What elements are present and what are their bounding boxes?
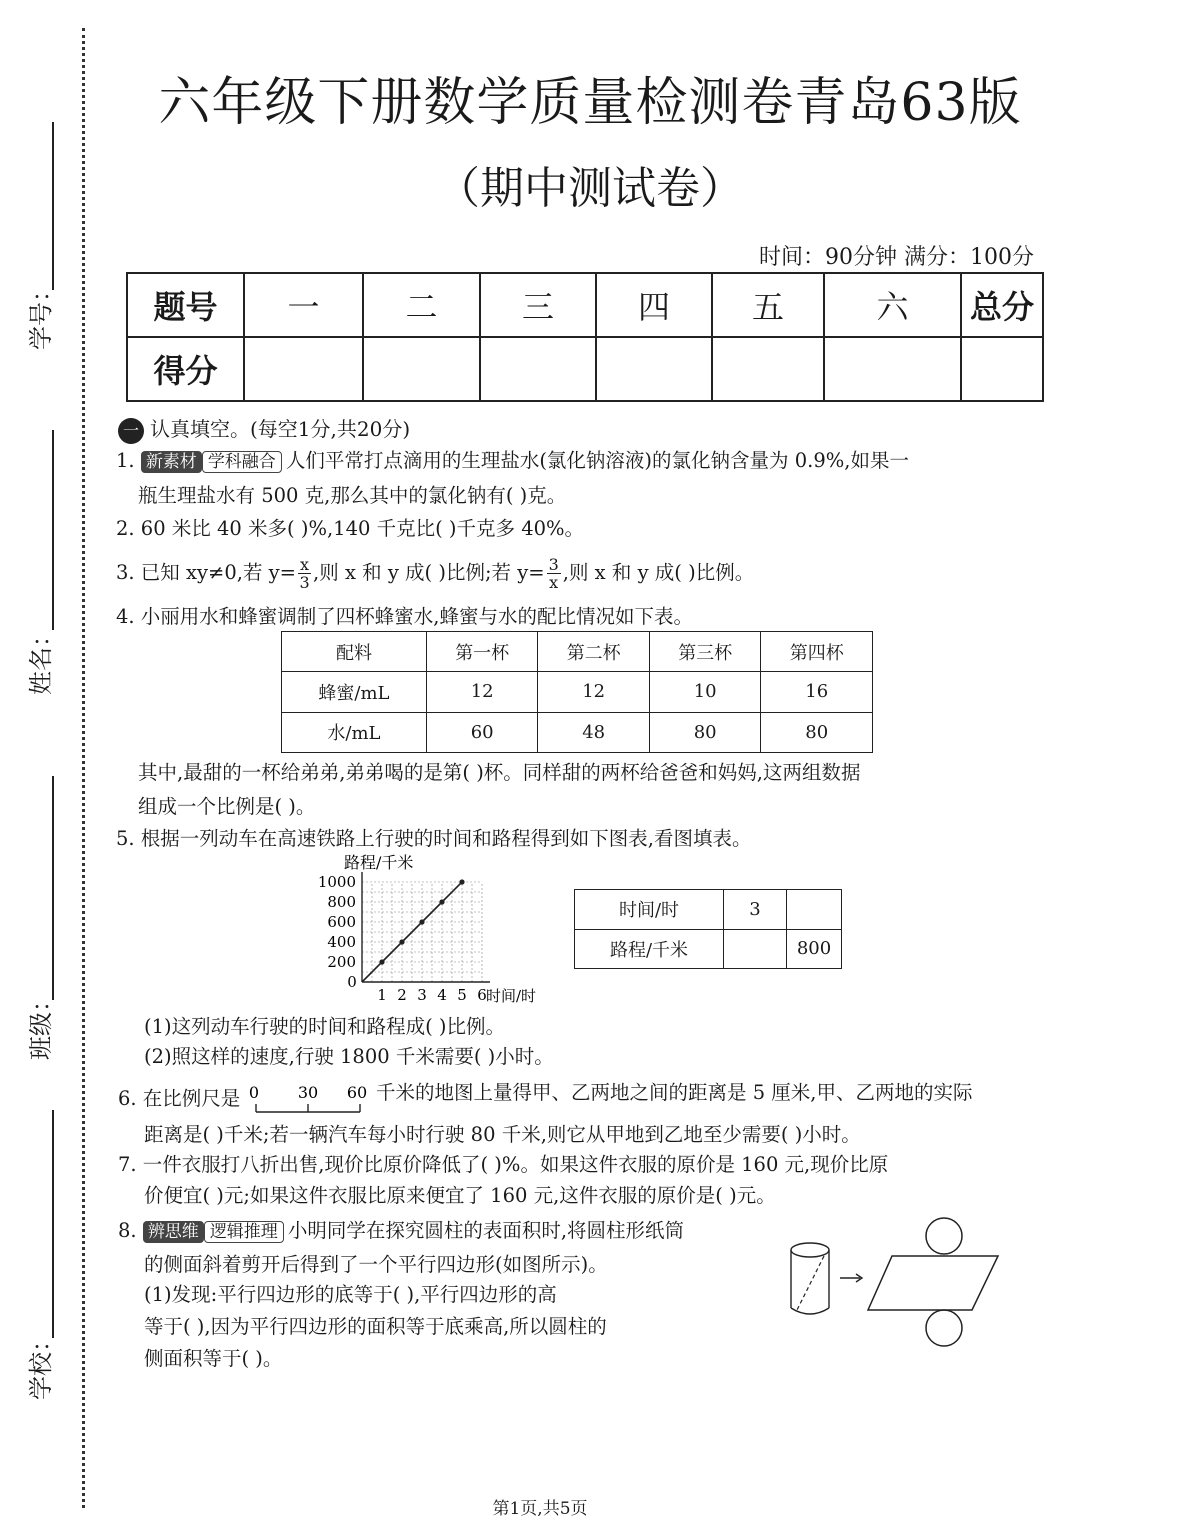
score-blank[interactable] <box>596 337 712 401</box>
score-blank[interactable] <box>824 337 961 401</box>
score-cell: 六 <box>824 273 961 337</box>
question-number: 1. <box>116 449 135 472</box>
section-heading <box>118 413 410 444</box>
scale-tick-label: 30 <box>297 1083 319 1102</box>
table-row <box>282 712 873 752</box>
table-cell: 80 <box>761 712 873 752</box>
scale-bar <box>250 1078 380 1118</box>
question-5-part1: (1)这列动车行驶的时间和路程成( )比例。 <box>144 1015 506 1038</box>
score-table <box>126 272 1044 402</box>
chart-data-point <box>439 899 444 904</box>
question-1-line2: 瓶生理盐水有 500 克,那么其中的氯化钠有( )克。 <box>138 484 567 507</box>
question-6-rest: 千米的地图上量得甲、乙两地之间的距离是 5 厘米,甲、乙两地的实际 <box>376 1081 973 1104</box>
chart-x-tick-label: 2 <box>397 986 407 1004</box>
question-text: ,则 x 和 y 成( )比例;若 y= <box>313 561 545 584</box>
bottom-circle-shape <box>926 1310 962 1346</box>
think-tag: 辨思维 <box>143 1221 204 1243</box>
fraction-3-over-x <box>547 556 561 591</box>
table-cell: 60 <box>426 712 538 752</box>
table-cell: 12 <box>426 672 538 712</box>
question-text: 小明同学在探究圆柱的表面积时,将圆柱形纸筒 <box>287 1219 685 1242</box>
arrow-icon <box>840 1274 862 1282</box>
question-2: 2. 60 米比 40 米多( )%,140 千克比( )千克多 40%。 <box>116 517 585 540</box>
score-cell: 总分 <box>961 273 1043 337</box>
question-8-line5: 侧面积等于( )。 <box>144 1347 283 1370</box>
table-row-label: 时间/时 <box>575 890 724 930</box>
chart-x-tick-label: 4 <box>437 986 447 1004</box>
chart-data-point <box>459 879 464 884</box>
new-material-tag: 新素材 <box>141 451 202 473</box>
table-row <box>575 890 842 930</box>
page-number: 第1页,共5页 <box>492 1499 588 1519</box>
score-blank[interactable] <box>712 337 824 401</box>
fraction-numerator: x <box>300 555 310 574</box>
chart-x-tick-label: 3 <box>417 986 427 1004</box>
question-number: 8. <box>118 1219 137 1242</box>
chart-grid <box>362 882 482 982</box>
fraction-denominator: 3 <box>299 573 310 592</box>
score-cell: 二 <box>363 273 480 337</box>
binding-dashed-line <box>82 28 85 1508</box>
logic-reasoning-tag: 逻辑推理 <box>204 1221 284 1243</box>
section-number-badge: 一 <box>118 418 144 444</box>
question-text: 人们平常打点滴用的生理盐水(氯化钠溶液)的氯化钠含量为 0.9%,如果一 <box>285 449 909 472</box>
distance-time-chart <box>306 852 566 1012</box>
subject-fusion-tag: 学科融合 <box>202 451 282 473</box>
chart-x-tick-label: 5 <box>457 986 467 1004</box>
scale-tick-label: 0 <box>248 1083 260 1102</box>
parallelogram-shape <box>868 1256 998 1310</box>
question-7-line2: 价便宜( )元;如果这件衣服比原来便宜了 160 元,这件衣服的原价是( )元。 <box>144 1184 776 1207</box>
score-cell: 题号 <box>127 273 244 337</box>
table-header-cell: 第三杯 <box>649 632 761 672</box>
question-8-line4: 等于( ),因为平行四边形的面积等于底乘高,所以圆柱的 <box>144 1315 607 1338</box>
top-circle-shape <box>926 1218 962 1254</box>
chart-x-tick-label: 6 <box>477 986 487 1004</box>
chart-data-point <box>399 939 404 944</box>
chart-x-tick-label: 0 <box>347 973 357 991</box>
name-line <box>52 430 54 630</box>
question-4: 4. 小丽用水和蜂蜜调制了四杯蜂蜜水,蜂蜜与水的配比情况如下表。 <box>116 605 694 628</box>
table-row-label: 水/mL <box>282 712 427 752</box>
score-blank[interactable] <box>363 337 480 401</box>
question-3 <box>116 556 754 591</box>
table-row <box>282 672 873 712</box>
chart-y-axis-label: 路程/千米 <box>344 853 414 872</box>
name-label: 姓名： <box>27 623 55 695</box>
question-7-line1: 7. 一件衣服打八折出售,现价比原价降低了( )%。如果这件衣服的原价是 160 元,现价比原 <box>118 1153 889 1176</box>
question-8-line2: 的侧面斜着剪开后得到了一个平行四边形(如图所示)。 <box>144 1253 608 1276</box>
chart-y-tick-label: 200 <box>327 953 356 971</box>
question-text: ,则 x 和 y 成( )比例。 <box>562 561 755 584</box>
school-label: 学校： <box>27 1328 55 1400</box>
table-cell: 800 <box>787 929 842 969</box>
table-row-label: 路程/千米 <box>575 929 724 969</box>
question-5-part2: (2)照这样的速度,行驶 1800 千米需要( )小时。 <box>144 1045 554 1068</box>
table-blank-cell[interactable] <box>724 929 787 969</box>
class-label: 班级： <box>27 988 55 1060</box>
score-cell: 四 <box>596 273 712 337</box>
chart-y-tick-label: 800 <box>327 893 356 911</box>
question-6-start: 6. 在比例尺是 <box>118 1087 241 1110</box>
table-header-cell: 配料 <box>282 632 427 672</box>
speed-table <box>574 889 842 969</box>
chart-data-point <box>379 959 384 964</box>
student-no-label: 学号： <box>27 278 55 350</box>
table-row-label: 蜂蜜/mL <box>282 672 427 712</box>
score-cell: 得分 <box>127 337 244 401</box>
question-8-line1 <box>118 1218 684 1244</box>
table-row <box>575 929 842 969</box>
score-blank[interactable] <box>480 337 596 401</box>
chart-y-tick-label: 600 <box>327 913 356 931</box>
section-title: 认真填空。(每空1分,共20分) <box>150 417 411 441</box>
question-8-line3: (1)发现:平行四边形的底等于( ),平行四边形的高 <box>144 1283 557 1306</box>
chart-y-tick-label: 1000 <box>317 873 356 891</box>
question-6-line2: 距离是( )千米;若一辆汽车每小时行驶 80 千米,则它从甲地到乙地至少需要( )小时。 <box>144 1123 861 1146</box>
table-cell: 16 <box>761 672 873 712</box>
score-header-row <box>127 273 1043 337</box>
table-cell: 12 <box>538 672 650 712</box>
table-header-cell: 第二杯 <box>538 632 650 672</box>
question-4-after-line1: 其中,最甜的一杯给弟弟,弟弟喝的是第( )杯。同样甜的两杯给爸爸和妈妈,这两组数据 <box>138 761 861 784</box>
chart-axes <box>362 872 490 982</box>
fraction-denominator: x <box>549 573 559 592</box>
table-blank-cell[interactable] <box>787 890 842 930</box>
table-header-cell: 第一杯 <box>426 632 538 672</box>
score-cell: 三 <box>480 273 596 337</box>
score-value-row <box>127 337 1043 401</box>
chart-x-axis-label: 时间/时 <box>486 987 537 1005</box>
chart-x-tick-label: 1 <box>377 986 387 1004</box>
honey-water-table <box>281 631 873 753</box>
fraction-x-over-3 <box>298 556 311 591</box>
table-row <box>282 632 873 672</box>
score-blank[interactable] <box>961 337 1043 401</box>
scale-tick-label: 60 <box>346 1083 368 1102</box>
chart-data-point <box>419 919 424 924</box>
cylinder-unfold-illustration <box>780 1210 1030 1380</box>
fraction-numerator: 3 <box>548 555 559 574</box>
table-cell: 48 <box>538 712 650 752</box>
question-text: 3. 已知 xy≠0,若 y= <box>116 561 297 584</box>
table-header-cell: 第四杯 <box>761 632 873 672</box>
score-blank[interactable] <box>244 337 363 401</box>
page-title: 六年级下册数学质量检测卷青岛63版 <box>158 73 1022 133</box>
cylinder-figure <box>791 1243 829 1314</box>
school-line <box>52 1110 54 1338</box>
score-cell: 一 <box>244 273 363 337</box>
chart-y-tick-label: 400 <box>327 933 356 951</box>
exam-meta: 时间：90分钟 满分：100分 <box>759 245 1034 270</box>
table-cell: 3 <box>724 890 787 930</box>
question-1-line1 <box>116 448 909 474</box>
question-5: 5. 根据一列动车在高速铁路上行驶的时间和路程得到如下图表,看图填表。 <box>116 827 752 850</box>
table-cell: 80 <box>649 712 761 752</box>
score-cell: 五 <box>712 273 824 337</box>
page-subtitle: （期中测试卷） <box>436 163 744 214</box>
class-line <box>52 776 54 1000</box>
table-cell: 10 <box>649 672 761 712</box>
question-4-after-line2: 组成一个比例是( )。 <box>138 795 316 818</box>
